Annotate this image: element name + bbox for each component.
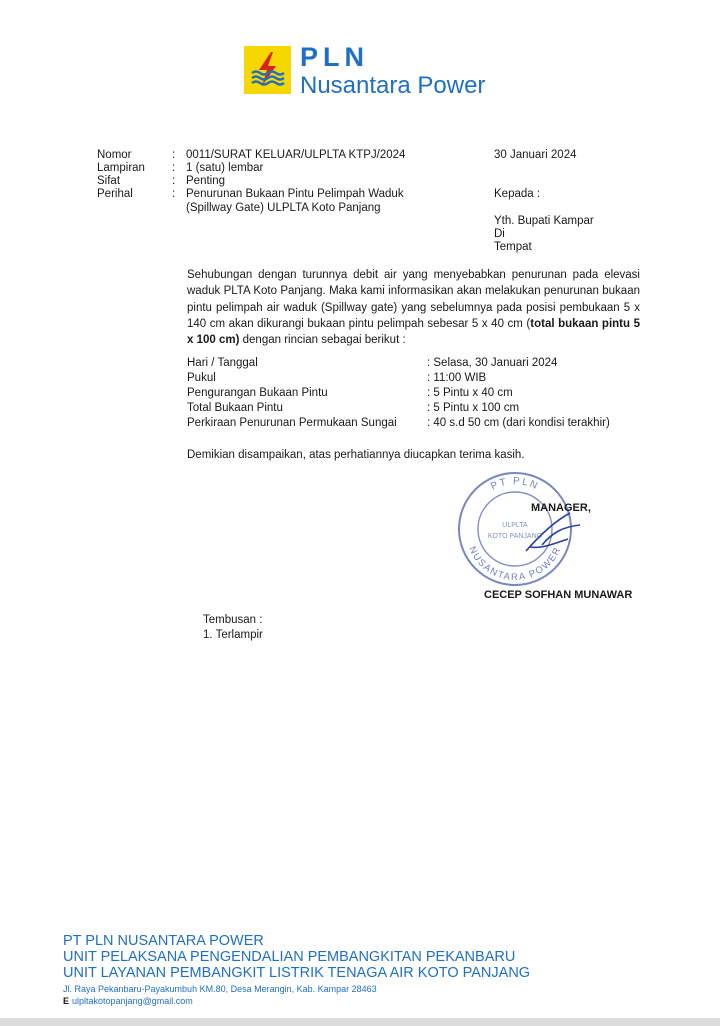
- closing-sentence: Demikian disampaikan, atas perhatiannya diucapkan terima kasih.: [187, 449, 525, 461]
- field-value: 0011/SURAT KELUAR/ULPLTA KTPJ/2024: [186, 149, 406, 161]
- field-colon: :: [172, 188, 176, 200]
- footer-company: PT PLN NUSANTARA POWER: [63, 933, 264, 949]
- detail-key: Hari / Tanggal: [187, 357, 258, 369]
- letterhead-footer: [63, 933, 530, 1007]
- stamp-bottom-text: NUSANTARA POWER: [466, 544, 564, 583]
- field-colon: :: [172, 149, 176, 161]
- detail-value: : 5 Pintu x 40 cm: [427, 387, 513, 399]
- field-colon: :: [172, 175, 176, 187]
- svg-text:NUSANTARA POWER: [466, 545, 564, 583]
- detail-value: : 40 s.d 50 cm (dari kondisi terakhir): [427, 417, 610, 429]
- field-colon: :: [172, 162, 176, 174]
- detail-key: Pengurangan Bukaan Pintu: [187, 387, 328, 399]
- recipient-di: Di: [494, 228, 505, 240]
- signatory-name: CECEP SOFHAN MUNAWAR: [484, 589, 633, 601]
- signatory-title: MANAGER,: [531, 502, 591, 514]
- field-label: Nomor: [97, 149, 132, 161]
- footer-email[interactable]: ulpltakotopanjang@gmail.com: [72, 996, 193, 1006]
- tembusan-label: Tembusan :: [203, 614, 263, 626]
- field-value: Penting: [186, 175, 226, 187]
- field-value: Penurunan Bukaan Pintu Pelimpah Waduk: [186, 188, 404, 200]
- detail-key: Perkiraan Penurunan Permukaan Sungai: [187, 417, 397, 429]
- field-label: Lampiran: [97, 162, 145, 174]
- footer-unit-2: UNIT LAYANAN PEMBANGKIT LISTRIK TENAGA AIR KOTO PANJANG: [63, 965, 531, 981]
- stamp-middle-text-2: KOTO PANJANG: [487, 533, 543, 540]
- body-paragraph: [187, 267, 640, 348]
- recipient-name: Yth. Bupati Kampar: [494, 215, 594, 227]
- pln-lightning-icon: [244, 46, 291, 94]
- footer-email-line: [63, 995, 530, 1007]
- tembusan-block: [203, 613, 263, 643]
- stamp-top-text: PT PLN: [489, 475, 541, 493]
- letter-date: 30 Januari 2024: [494, 149, 577, 161]
- detail-value: : 5 Pintu x 100 cm: [427, 402, 520, 414]
- body-text: Sehubungan dengan turunnya debit air yang menyebabkan penurunan pada elevasi waduk PLTA Koto Panjang. Maka kami informasikan akan melakukan penurunan bukaan pintu pelimpah air waduk (Spillway gate) yang sebelumnya pada posisi pembukaan 5 x 140 cm akan dikurangi bukaan pintu pelimpah sebesar 5 x 40 cm (: [187, 269, 640, 330]
- page-bottom-edge: [0, 1018, 720, 1026]
- field-label: Perihal: [97, 188, 133, 200]
- detail-value: : 11:00 WIB: [427, 372, 487, 384]
- stamp-middle-text-1: ULPLTA: [502, 522, 528, 529]
- body-text-end: dengan rincian sebagai berikut :: [239, 334, 406, 347]
- recipient-kepada: Kepada :: [494, 188, 541, 200]
- field-value: (Spillway Gate) ULPLTA Koto Panjang: [186, 202, 381, 214]
- detail-key: Total Bukaan Pintu: [187, 402, 283, 414]
- logo-brand: PLN: [300, 42, 369, 72]
- footer-address: Jl. Raya Pekanbaru-Payakumbuh KM.80, Desa Merangin, Kab. Kampar 28463: [63, 984, 377, 994]
- field-label: Sifat: [97, 175, 121, 187]
- email-label: E: [63, 996, 70, 1006]
- field-value: 1 (satu) lembar: [186, 162, 264, 174]
- body-bold-text: total bukaan pintu 5 x 100 cm): [187, 317, 640, 347]
- company-stamp: [450, 469, 580, 594]
- logo-subbrand: Nusantara Power: [300, 72, 486, 99]
- detail-value: : Selasa, 30 Januari 2024: [427, 357, 558, 369]
- footer-unit-1: UNIT PELAKSANA PENGENDALIAN PEMBANGKITAN PEKANBARU: [63, 949, 516, 965]
- recipient-place: Tempat: [494, 241, 532, 253]
- svg-text:PT PLN: [489, 476, 541, 493]
- tembusan-item: 1. Terlampir: [203, 629, 263, 641]
- detail-key: Pukul: [187, 372, 216, 384]
